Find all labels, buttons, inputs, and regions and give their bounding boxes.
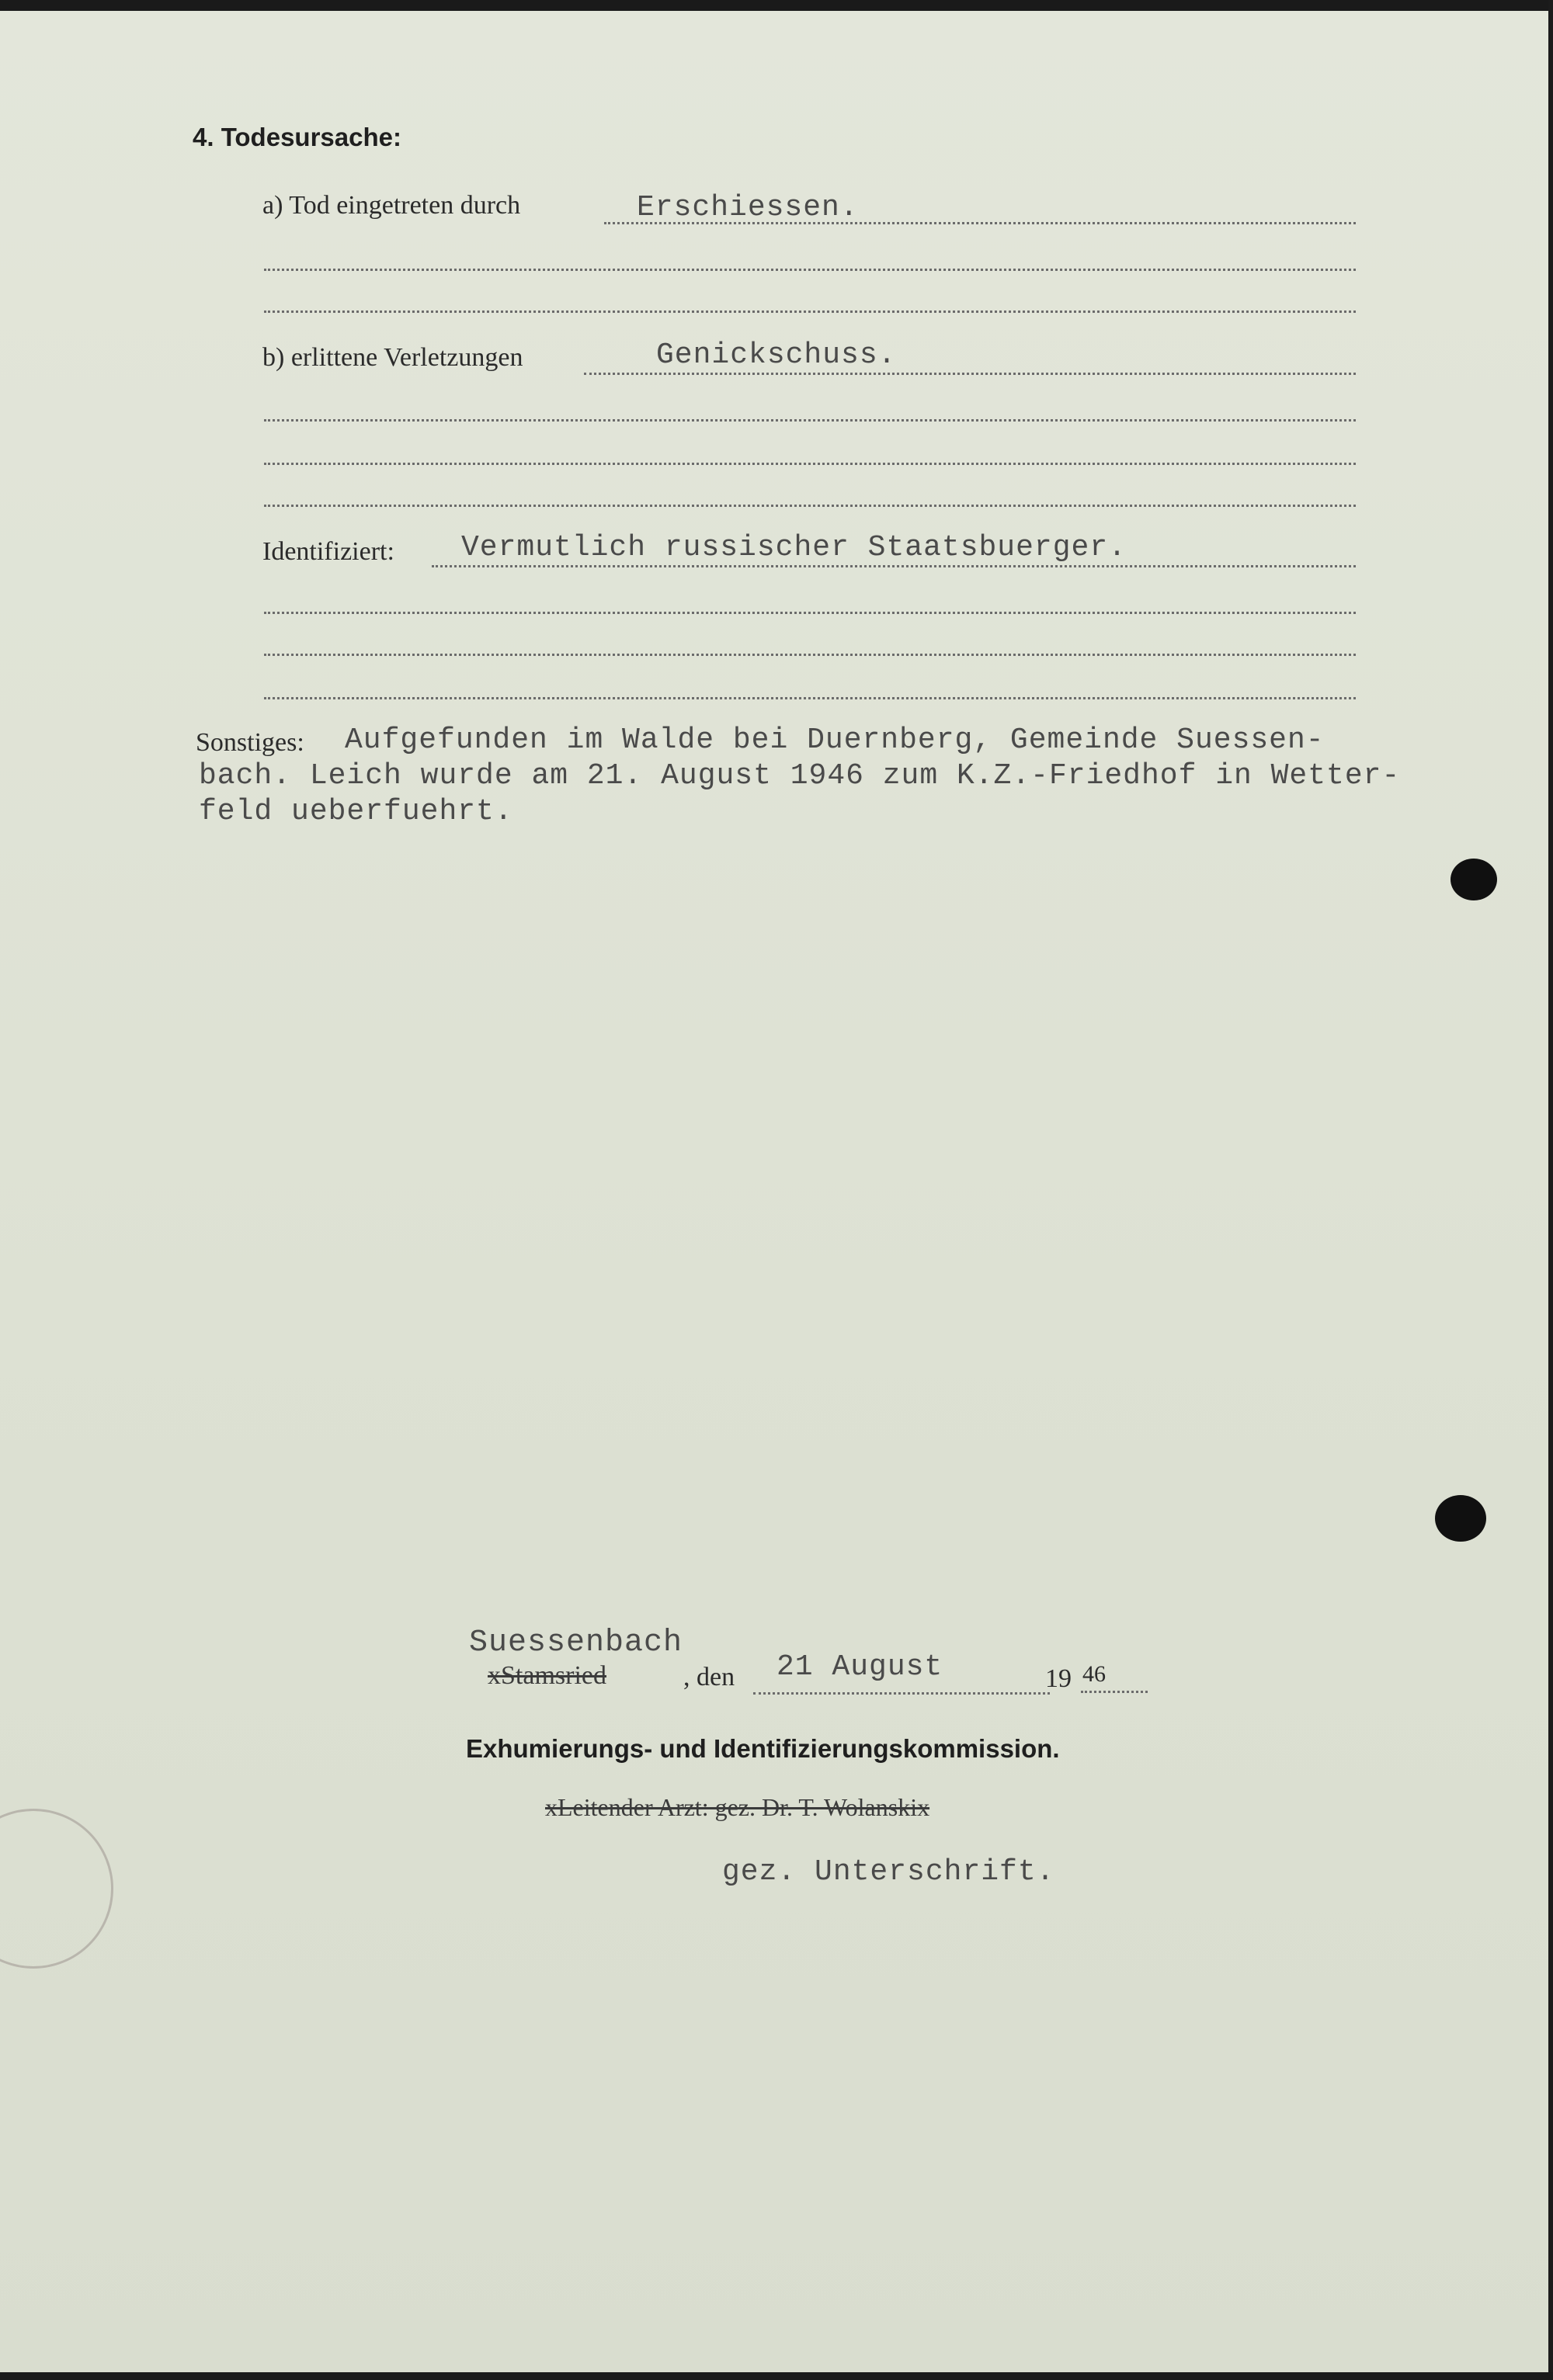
punch-hole-bottom [1435, 1495, 1486, 1542]
date-line [753, 1692, 1050, 1695]
identified-value: Vermutlich russischer Staatsbuerger. [461, 531, 1127, 564]
field-a-value: Erschiessen. [637, 191, 859, 224]
commission-name: Exhumierungs- und Identifizierungskommission. [466, 1734, 1060, 1763]
field-b-blank-line-3 [264, 505, 1356, 507]
other-line-3: feld ueberfuehrt. [199, 795, 513, 828]
signature-note: gez. Unterschrift. [722, 1855, 1055, 1889]
field-a-blank-line-2 [264, 311, 1356, 313]
field-b-blank-line-2 [264, 463, 1356, 465]
place-struck: xStamsried [488, 1661, 606, 1690]
struck-physician-line: xLeitender Arzt: gez. Dr. T. Wolanskix [545, 1793, 930, 1821]
identified-blank-line-1 [264, 612, 1356, 614]
field-b-line [584, 373, 1356, 375]
identified-blank-line-3 [264, 697, 1356, 699]
year-suffix: 46 [1082, 1661, 1106, 1687]
punch-hole-top [1451, 859, 1497, 900]
other-label: Sonstiges: [196, 728, 304, 757]
section-heading: 4. Todesursache: [193, 123, 401, 151]
identified-label: Identifiziert: [262, 537, 394, 566]
scan-edge-top [0, 0, 1553, 11]
identified-line [432, 565, 1356, 567]
year-line [1081, 1691, 1148, 1693]
field-a-blank-line-1 [264, 269, 1356, 271]
stamp-ring-fragment [0, 1809, 113, 1969]
field-b-label: b) erlittene Verletzungen [262, 343, 523, 372]
other-line-1: Aufgefunden im Walde bei Duernberg, Gemeinde Suessen- [345, 723, 1325, 757]
identified-blank-line-2 [264, 654, 1356, 656]
field-b-blank-line-1 [264, 419, 1356, 422]
scan-edge-right [1548, 0, 1553, 2380]
den-label: , den [683, 1663, 735, 1691]
field-b-value: Genickschuss. [656, 338, 897, 372]
place-typed: Suessenbach [469, 1625, 683, 1660]
field-a-label: a) Tod eingetreten durch [262, 191, 521, 220]
year-prefix: 19 [1045, 1664, 1072, 1693]
date-typed: 21 August [776, 1650, 943, 1684]
other-line-2: bach. Leich wurde am 21. August 1946 zum K.Z.-Friedhof in Wetter- [199, 759, 1401, 793]
scan-edge-bottom [0, 2372, 1553, 2380]
